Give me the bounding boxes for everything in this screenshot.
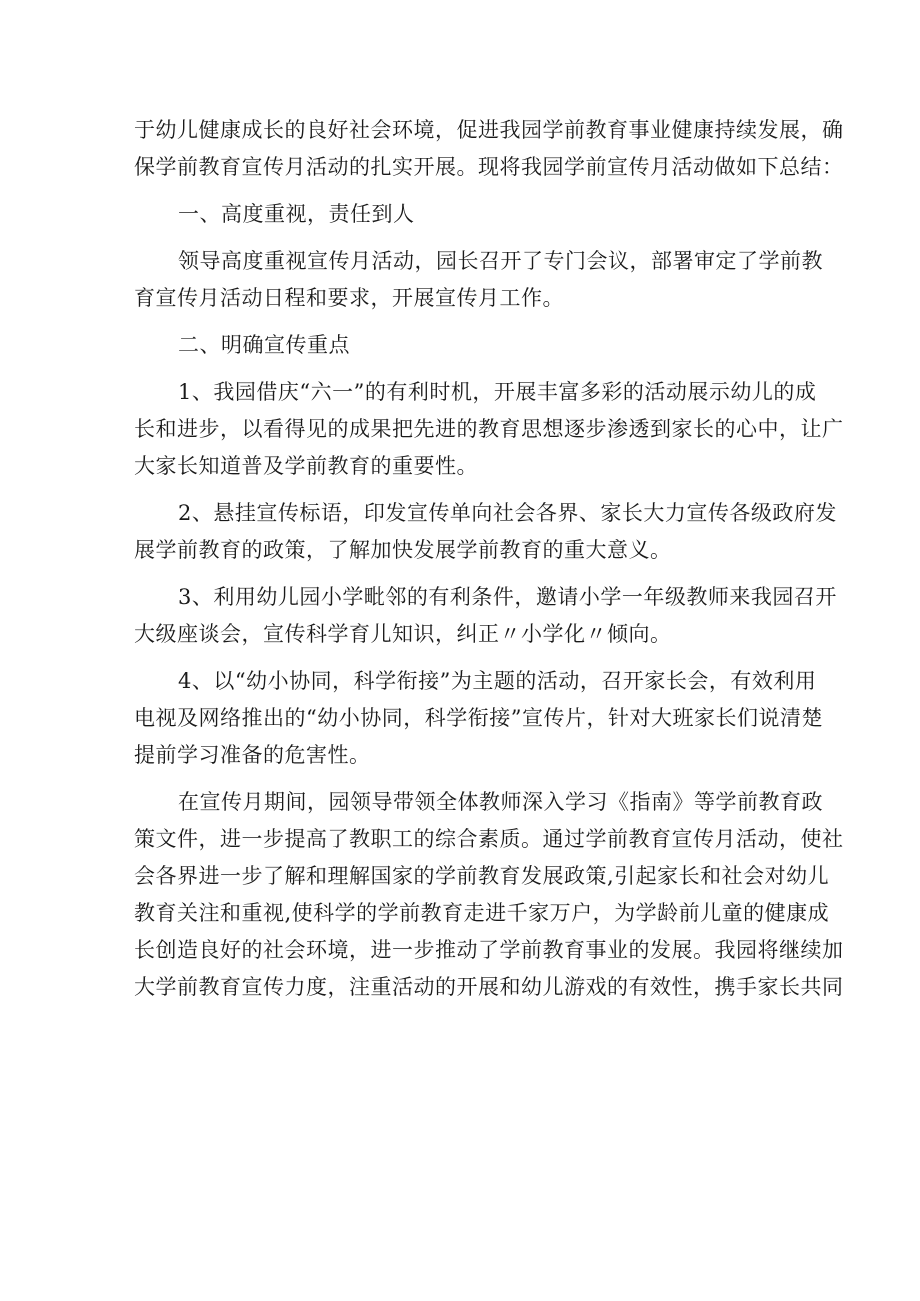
text-line: 长和进步，以看得见的成果把先进的教育思想逐步渗透到家长的心中，让广: [134, 417, 844, 441]
text-line: 教育关注和重视,使科学的学前教育走进千家万户，为学龄前儿童的健康成: [134, 901, 830, 925]
text-line: 策文件，进一步提高了教职工的综合素质。通过学前教育宣传月活动，使社: [134, 827, 844, 851]
paragraph-heading-1: [134, 196, 796, 233]
text-line: 2、悬挂宣传标语，印发宣传单向社会各界、家长大力宣传各级政府发: [178, 501, 837, 525]
text-line: 育宣传月活动日程和要求，开展宣传月工作。: [134, 286, 564, 310]
text-line: 大家长知道普及学前教育的重要性。: [134, 454, 478, 478]
paragraph-section-1: [134, 243, 823, 317]
text-line: 大学前教育宣传力度，注重活动的开展和幼儿游戏的有效性，携手家长共同: [134, 975, 844, 999]
text-line: 长创造良好的社会环境，进一步推动了学前教育事业的发展。我园将继续加: [134, 938, 844, 962]
text-line: 1、我园借庆“六一”的有利时机，开展丰富多彩的活动展示幼儿的成: [178, 380, 817, 404]
text-line: 展学前教育的政策，了解加快发展学前教育的重大意义。: [134, 538, 672, 562]
document-body: [134, 112, 844, 1016]
text-line: 会各界进一步了解和理解国家的学前教育发展政策,引起家长和社会对幼儿: [134, 864, 830, 888]
paragraph-intro: [134, 112, 844, 186]
paragraph-item-2: [134, 495, 837, 569]
text-line: 于幼儿健康成长的良好社会环境，促进我园学前教育事业健康持续发展，确: [134, 118, 844, 142]
paragraph-item-3: [134, 579, 837, 653]
text-line: 在宣传月期间，园领导带领全体教师深入学习《指南》等学前教育政: [178, 790, 823, 814]
text-line: 一、高度重视，责任到人: [178, 202, 415, 226]
paragraph-heading-2: [134, 327, 796, 364]
paragraph-item-4: [134, 663, 823, 774]
text-line: 3、利用幼儿园小学毗邻的有利条件，邀请小学一年级教师来我园召开: [178, 585, 837, 609]
text-line: 二、明确宣传重点: [178, 333, 350, 357]
text-line: 领导高度重视宣传月活动，园长召开了专门会议，部署审定了学前教: [178, 249, 823, 273]
text-line: 保学前教育宣传月活动的扎实开展。现将我园学前宣传月活动做如下总结：: [134, 155, 844, 179]
paragraph-conclusion: [134, 784, 844, 1006]
text-line: 提前学习准备的危害性。: [134, 743, 371, 767]
text-line: 4、以“幼小协同，科学衔接”为主题的活动，召开家长会，有效利用: [178, 669, 817, 693]
text-line: 大级座谈会，宣传科学育儿知识，纠正〃小学化〃倾向。: [134, 622, 672, 646]
paragraph-item-1: [134, 374, 844, 485]
text-line: 电视及网络推出的“幼小协同，科学衔接”宣传片，针对大班家长们说清楚: [134, 706, 823, 730]
